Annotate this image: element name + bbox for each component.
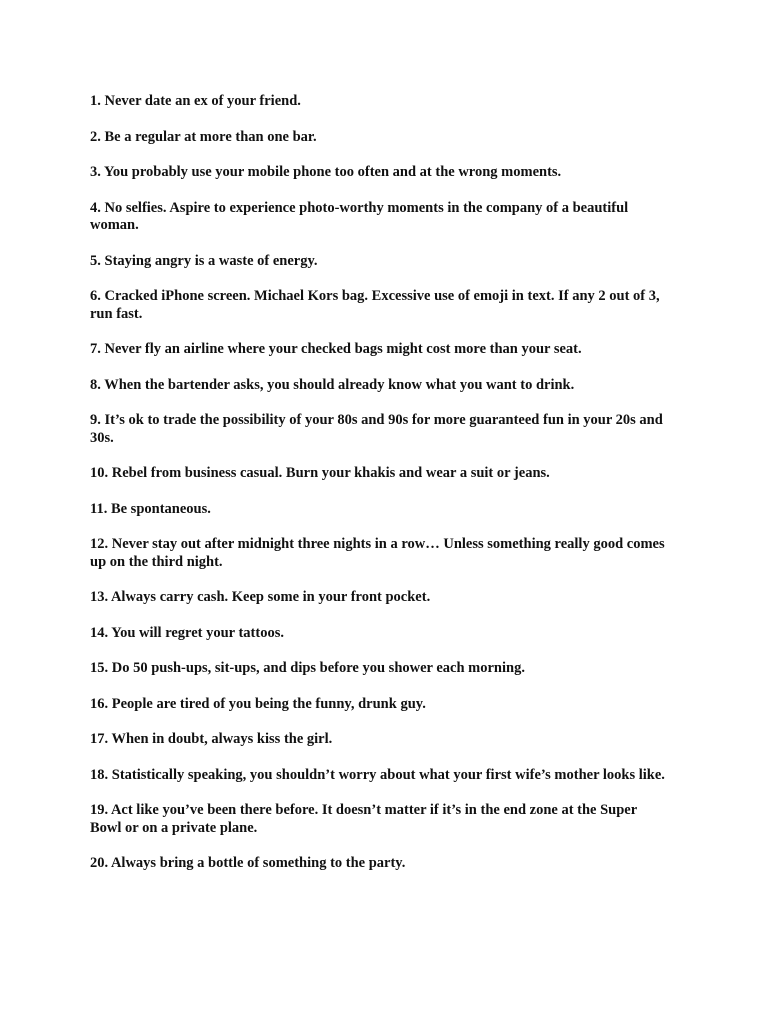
- list-item-8: 8. When the bartender asks, you should already know what you want to drink.: [90, 376, 575, 393]
- list-item-3: 3. You probably use your mobile phone too often and at the wrong moments.: [90, 164, 562, 180]
- list-item-4: 4. No selfies. Aspire to experience photo-worthy moments in the company of a beautiful woman.: [90, 199, 629, 233]
- list-item-13: 13. Always carry cash. Keep some in your front pocket.: [90, 589, 431, 605]
- list-item-6: 6. Cracked iPhone screen. Michael Kors bag. Excessive use of emoji in text. If any 2 out of 3, run fast.: [90, 288, 660, 322]
- list-item-1: 1. Never date an ex of your friend.: [90, 93, 301, 109]
- list-item-11: 11. Be spontaneous.: [90, 500, 211, 517]
- list-item-19: 19. Act like you’ve been there before. It doesn’t matter if it’s in the end zone at the Super Bowl or on a private plane.: [90, 802, 637, 836]
- list-item-14: 14. You will regret your tattoos.: [90, 624, 284, 641]
- list-item-16: 16. People are tired of you being the funny, drunk guy.: [90, 695, 426, 712]
- list-item-7: 7. Never fly an airline where your checked bags might cost more than your seat.: [90, 341, 582, 357]
- list-item-5: 5. Staying angry is a waste of energy.: [90, 252, 318, 269]
- rules-list: [90, 93, 670, 873]
- list-item-15: 15. Do 50 push-ups, sit-ups, and dips before you shower each morning.: [90, 660, 525, 676]
- list-item-17: 17. When in doubt, always kiss the girl.: [90, 731, 333, 747]
- list-item-10: 10. Rebel from business casual. Burn your khakis and wear a suit or jeans.: [90, 465, 550, 481]
- list-item-18: 18. Statistically speaking, you shouldn’t worry about what your first wife’s mother looks like.: [90, 766, 665, 783]
- list-item-12: 12. Never stay out after midnight three nights in a row… Unless something really good comes up on the third night.: [90, 536, 665, 570]
- list-item-2: 2. Be a regular at more than one bar.: [90, 128, 317, 145]
- list-item-20: 20. Always bring a bottle of something to the party.: [90, 855, 406, 871]
- list-item-9: 9. It’s ok to trade the possibility of your 80s and 90s for more guaranteed fun in your 20s and 30s.: [90, 412, 663, 446]
